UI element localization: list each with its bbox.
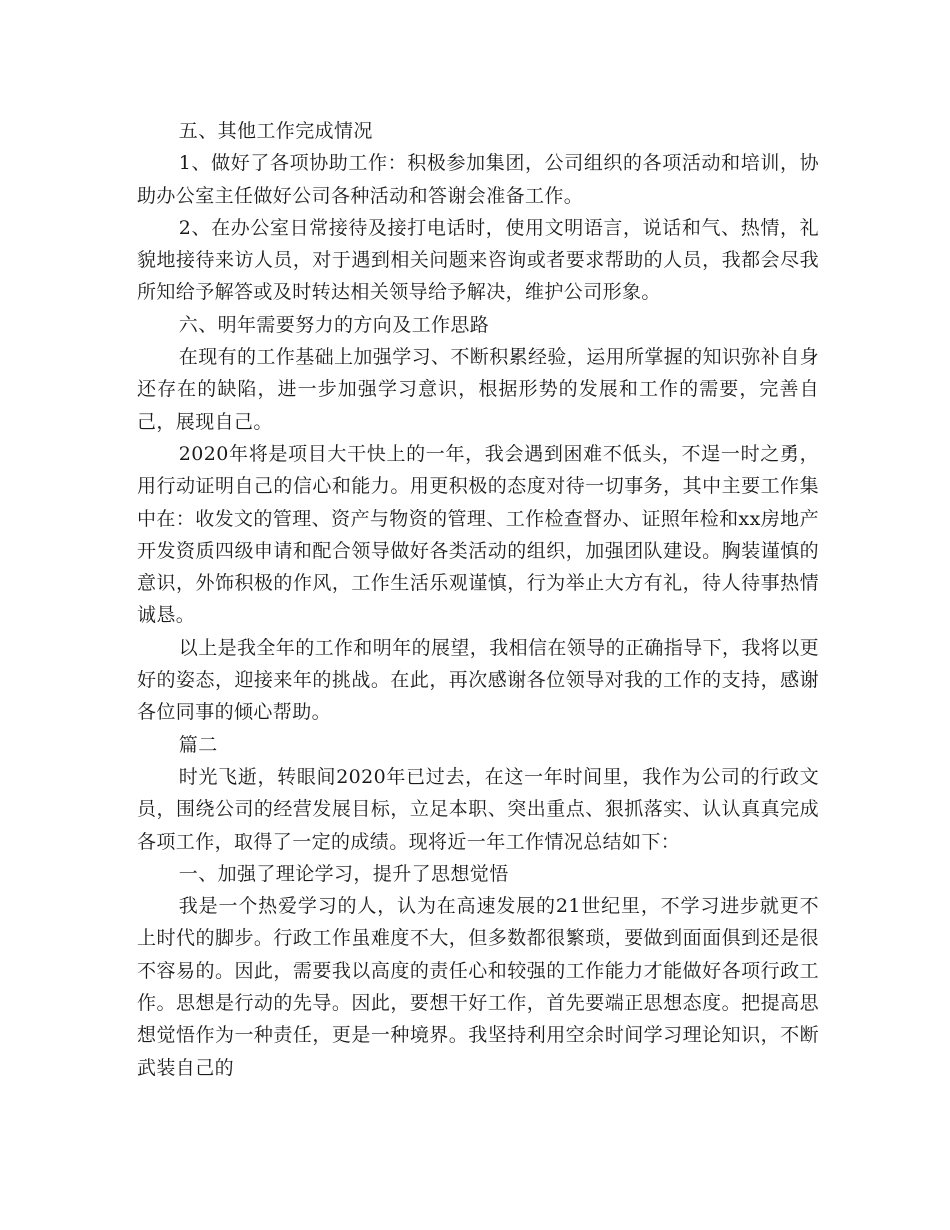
paragraph: 在现有的工作基础上加强学习、不断积累经验，运用所掌握的知识弥补自身还存在的缺陷，进一步加强学习意识，根据形势的发展和工作的需要，完善自己，展现自己。 [137, 346, 819, 433]
paragraph: 我是一个热爱学习的人，认为在高速发展的21世纪里，不学习进步就更不上时代的脚步。行政工作虽难度不大，但多数都很繁琐，要做到面面俱到还是很不容易的。因此，需要我以高度的责任心和较强的工作能力才能做好各项行政工作。思想是行动的先导。因此，要想干好工作，首先要端正思想态度。把提高思想觉悟作为一种责任，更是一种境界。我坚持利用空余时间学习理论知识，不断武装自己的 [137, 895, 819, 1079]
paragraph: 2020年将是项目大干快上的一年，我会遇到困难不低头，不逞一时之勇，用行动证明自己的信心和能力。用更积极的态度对待一切事务，其中主要工作集中在：收发文的管理、资产与物资的管理、工作检查督办、证照年检和xx房地产开发资质四级申请和配合领导做好各类活动的组织，加强团队建设。胸装谨慎的意识，外饰积极的作风，工作生活乐观谨慎，行为举止大方有礼，待人待事热情诚恳。 [137, 442, 819, 627]
section-heading-next-year: 六、明年需要努力的方向及工作思路 [178, 313, 490, 336]
paragraph: 1、做好了各项协助工作：积极参加集团，公司组织的各项活动和培训，协助办公室主任做好公司各种活动和答谢会准备工作。 [137, 152, 819, 207]
document-body [137, 115, 819, 1084]
section-heading-other-work: 五、其他工作完成情况 [178, 120, 373, 142]
paragraph: 时光飞逝，转眼间2020年已过去，在这一年时间里，我作为公司的行政文员，围绕公司的经营发展目标，立足本职、突出重点、狠抓落实、认认真真完成各项工作，取得了一定的成绩。现将近一年工作情况总结如下： [137, 765, 819, 853]
section-heading-theory-study: 一、加强了理论学习，提升了思想觉悟 [178, 862, 509, 885]
paragraph: 以上是我全年的工作和明年的展望，我相信在领导的正确指导下，我将以更好的姿态，迎接来年的挑战。在此，再次感谢各位领导对我的工作的支持，感谢各位同事的倾心帮助。 [137, 636, 819, 724]
paragraph: 2、在办公室日常接待及接打电话时，使用文明语言，说话和气、热情，礼貌地接待来访人员，对于遇到相关问题来咨询或者要求帮助的人员，我都会尽我所知给予解答或及时转达相关领导给予解决，维护公司形象。 [137, 216, 819, 304]
part-heading: 篇二 [178, 733, 218, 756]
